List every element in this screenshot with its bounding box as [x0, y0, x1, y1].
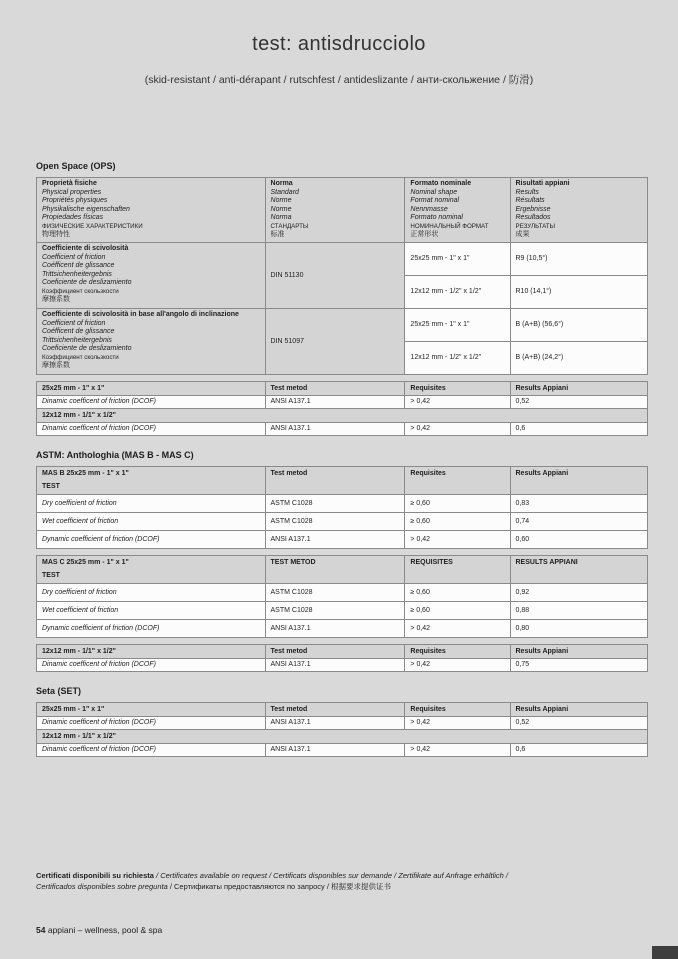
table-row — [37, 395, 648, 408]
note-segment: / Сертификаты предоставляются по запросу / 根据要求提供证书 — [167, 881, 392, 891]
method-cell: ANSI A137.1 — [265, 743, 405, 756]
test-name-cell: Dinamic coefficent of friction (DCOF) — [37, 716, 266, 729]
risultato-cell: B (A+B) (56,6°) — [510, 308, 648, 341]
text-line: Nennmasse — [410, 205, 448, 213]
table-row — [37, 743, 648, 756]
page-title: test: antisdrucciolo — [252, 33, 426, 55]
section-title-seta: Seta (SET) — [36, 685, 82, 696]
size-span-cell: 12x12 mm - 1/1" x 1/2" — [37, 408, 648, 422]
page-footer — [36, 925, 162, 935]
formato-cell: 12x12 mm - 1/2" x 1/2" — [405, 275, 510, 308]
text-line: Physical properties — [42, 188, 102, 196]
size-header-cell — [37, 555, 266, 583]
table-row — [37, 619, 648, 637]
text-line: Coefficiente di scivolosità in base all'angolo di inclinazione — [42, 311, 239, 319]
table-row — [37, 242, 648, 275]
result-cell: 0,74 — [510, 512, 648, 530]
method-cell: ASTM C1028 — [265, 601, 405, 619]
result-cell: 0,60 — [510, 530, 648, 548]
text-line: Norma — [270, 180, 293, 187]
result-cell: 0,83 — [510, 494, 648, 512]
method-header-cell: Test metod — [265, 381, 405, 395]
table-row — [37, 512, 648, 530]
text-line: Nominal shape — [410, 188, 458, 196]
text-line: Results — [515, 188, 539, 196]
method-cell: ASTM C1028 — [265, 512, 405, 530]
text-line: Résultats — [515, 197, 545, 204]
test-name-cell: Wet coefficient of friction — [37, 601, 266, 619]
formato-cell: 12x12 mm - 1/2" x 1/2" — [405, 341, 510, 374]
text-line: Physikalische eigenschaften — [42, 205, 130, 213]
test-name-cell: Dinamic coefficent of friction (DCOF) — [37, 395, 266, 408]
table-header-row — [37, 555, 648, 583]
mas-c-table — [36, 555, 648, 638]
text-line: Norma — [270, 214, 292, 221]
property-cell — [37, 308, 266, 374]
text-line: Norme — [270, 197, 292, 204]
text-line: Ergebnisse — [515, 205, 551, 213]
test-name-cell: Wet coefficient of friction — [37, 512, 266, 530]
text-line: 摩擦系数 — [42, 296, 70, 304]
text-line: Coefficiente di scivolosità — [42, 245, 129, 253]
table-subheader-row — [37, 729, 648, 743]
text-line: Coefficient of friction — [42, 319, 106, 327]
table-row — [37, 658, 648, 671]
risultato-cell: B (A+B) (24,2°) — [510, 341, 648, 374]
method-cell: ANSI A137.1 — [265, 716, 405, 729]
test-name-cell: Dinamic coefficent of friction (DCOF) — [37, 658, 266, 671]
table-header-row — [37, 702, 648, 716]
page-number: 54 — [36, 925, 46, 935]
seta-table — [36, 702, 648, 757]
text-line: ФИЗИЧЕСКИЕ ХАРАКТЕРИСТИКИ — [42, 222, 143, 230]
table-row — [37, 494, 648, 512]
text-line: Trittsichenheitergebnis — [42, 270, 112, 278]
text-line: 物理特性 — [42, 231, 70, 238]
table-row — [37, 308, 648, 341]
requisites-header-cell: Requisites — [405, 466, 510, 494]
text-line: Trittsichenheitergebnis — [42, 336, 112, 344]
astm-12x12-table — [36, 644, 648, 672]
table-row — [37, 530, 648, 548]
text-line: Coéfficent de glissance — [42, 262, 115, 270]
text-line: MAS C 25x25 mm - 1" x 1" — [42, 558, 129, 566]
method-cell: ANSI A137.1 — [265, 658, 405, 671]
result-cell: 0,52 — [510, 395, 648, 408]
method-header-cell: Test metod — [265, 702, 405, 716]
text-line: Coeficiente de deslizamiento — [42, 279, 132, 287]
text-line: TEST — [42, 482, 60, 490]
requisite-cell: > 0,42 — [405, 530, 510, 548]
ops-physical-properties-table — [36, 177, 648, 375]
requisite-cell: > 0,42 — [405, 743, 510, 756]
page-subtitle: (skid-resistant / anti-dérapant / rutschfest / antideslizante / анти-скольжение / 防滑) — [144, 74, 534, 86]
table-row — [37, 716, 648, 729]
test-name-cell: Dry coefficient of friction — [37, 583, 266, 601]
table-subheader-row — [37, 408, 648, 422]
result-cell: 0,6 — [510, 422, 648, 435]
result-cell: 0,92 — [510, 583, 648, 601]
test-name-cell: Dynamic coefficient of friction (DCOF) — [37, 619, 266, 637]
table-row — [37, 601, 648, 619]
certificates-note-line1 — [36, 871, 648, 882]
table-row — [37, 422, 648, 435]
requisite-cell: ≥ 0,60 — [405, 583, 510, 601]
risultato-cell: R9 (10,5°) — [510, 242, 648, 275]
method-cell: ANSI A137.1 — [265, 422, 405, 435]
requisite-cell: > 0,42 — [405, 619, 510, 637]
section-title-open-space: Open Space (OPS) — [36, 161, 116, 171]
results-header-cell: RESULTS APPIANI — [510, 555, 648, 583]
text-line: 摩擦系数 — [42, 362, 70, 370]
text-line: Коэффициент скользкости — [42, 353, 119, 361]
results-header-cell: Results Appiani — [510, 466, 648, 494]
formato-header-cell — [405, 178, 510, 243]
method-cell: ASTM C1028 — [265, 583, 405, 601]
requisites-header-cell: Requisites — [405, 644, 510, 658]
properties-header-cell — [37, 178, 266, 243]
mas-b-table — [36, 466, 648, 549]
certificates-note — [36, 871, 648, 892]
test-name-cell: Dinamic coefficent of friction (DCOF) — [37, 422, 266, 435]
risultato-cell: R10 (14,1°) — [510, 275, 648, 308]
table-header-row — [37, 644, 648, 658]
method-cell: ASTM C1028 — [265, 494, 405, 512]
text-line: Norme — [270, 205, 292, 213]
size-span-cell: 12x12 mm - 1/1" x 1/2" — [37, 729, 648, 743]
text-line: Propiedades físicas — [42, 214, 104, 221]
formato-cell: 25x25 mm - 1" x 1" — [405, 308, 510, 341]
page-content — [36, 161, 648, 757]
note-segment: Certificati disponibili su richiesta — [36, 871, 154, 880]
table-row — [37, 583, 648, 601]
text-line: Proprietà fisiche — [42, 180, 97, 187]
method-header-cell: TEST METOD — [265, 555, 405, 583]
method-header-cell: Test metod — [265, 466, 405, 494]
text-line: НОМИНАЛЬНЫЙ ФОРМАТ — [410, 222, 489, 230]
ops-dcof-table — [36, 381, 648, 436]
norma-cell: DIN 51097 — [265, 308, 405, 374]
text-line: 正常形状 — [410, 231, 439, 238]
norma-cell: DIN 51130 — [265, 242, 405, 308]
text-line: Standard — [270, 188, 299, 196]
result-cell: 0,88 — [510, 601, 648, 619]
result-cell: 0,75 — [510, 658, 648, 671]
text-line: Coeficiente de deslizamiento — [42, 345, 132, 353]
corner-tab — [652, 946, 678, 959]
requisites-header-cell: REQUISITES — [405, 555, 510, 583]
requisite-cell: ≥ 0,60 — [405, 601, 510, 619]
brand-text: appiani – wellness, pool & spa — [47, 925, 163, 935]
text-line: СТАНДАРТЫ — [270, 222, 309, 230]
text-line: РЕЗУЛЬТАТЫ — [515, 222, 555, 230]
method-cell: ANSI A137.1 — [265, 395, 405, 408]
size-header-cell: 25x25 mm - 1" x 1" — [37, 702, 266, 716]
size-header-cell — [37, 466, 266, 494]
text-line: Коэффициент скользкости — [42, 287, 119, 295]
requisites-header-cell: Requisites — [405, 702, 510, 716]
requisites-header-cell: Requisites — [405, 381, 510, 395]
text-line: MAS B 25x25 mm - 1" x 1" — [42, 469, 129, 477]
text-line: Risultati appiani — [515, 180, 570, 187]
table-header-row — [37, 381, 648, 395]
text-line: Resultados — [515, 214, 551, 221]
result-cell: 0,80 — [510, 619, 648, 637]
text-line: 标准 — [270, 231, 285, 238]
method-header-cell: Test metod — [265, 644, 405, 658]
requisite-cell: > 0,42 — [405, 422, 510, 435]
method-cell: ANSI A137.1 — [265, 619, 405, 637]
requisite-cell: > 0,42 — [405, 395, 510, 408]
results-header-cell: Results Appiani — [510, 702, 648, 716]
formato-cell: 25x25 mm - 1" x 1" — [405, 242, 510, 275]
text-line: Format nominal — [410, 197, 460, 204]
risultati-header-cell — [510, 178, 648, 243]
note-segment: Certificados disponibles sobre pregunta — [36, 881, 168, 891]
test-name-cell: Dynamic coefficient of friction (DCOF) — [37, 530, 266, 548]
requisite-cell: ≥ 0,60 — [405, 494, 510, 512]
norma-header-cell — [265, 178, 405, 243]
requisite-cell: > 0,42 — [405, 658, 510, 671]
text-line: Propriétés physiques — [42, 197, 108, 204]
test-name-cell: Dinamic coefficent of friction (DCOF) — [37, 743, 266, 756]
text-line: Coefficient of friction — [42, 253, 106, 261]
property-cell — [37, 242, 266, 308]
note-segment: / Certificates available on request / Certificats disponibles sur demande / Zertifikate auf Anfrage erhältlich / — [153, 871, 509, 880]
method-cell: ANSI A137.1 — [265, 530, 405, 548]
text-line: Formato nominal — [410, 214, 463, 221]
table-header-row — [37, 178, 648, 243]
result-cell: 0,6 — [510, 743, 648, 756]
text-line: Formato nominale — [410, 180, 472, 187]
text-line: TEST — [42, 571, 60, 579]
test-name-cell: Dry coefficient of friction — [37, 494, 266, 512]
requisite-cell: > 0,42 — [405, 716, 510, 729]
result-cell: 0,52 — [510, 716, 648, 729]
table-header-row — [37, 466, 648, 494]
section-title-astm: ASTM: Anthologhia (MAS B - MAS C) — [36, 449, 194, 460]
results-header-cell: Results Appiani — [510, 381, 648, 395]
text-line: Coéfficent de glissance — [42, 328, 115, 336]
requisite-cell: ≥ 0,60 — [405, 512, 510, 530]
size-header-cell: 25x25 mm - 1" x 1" — [37, 381, 266, 395]
size-header-cell: 12x12 mm - 1/1" x 1/2" — [37, 644, 266, 658]
certificates-note-line2 — [36, 882, 648, 893]
results-header-cell: Results Appiani — [510, 644, 648, 658]
text-line: 成果 — [515, 231, 530, 238]
